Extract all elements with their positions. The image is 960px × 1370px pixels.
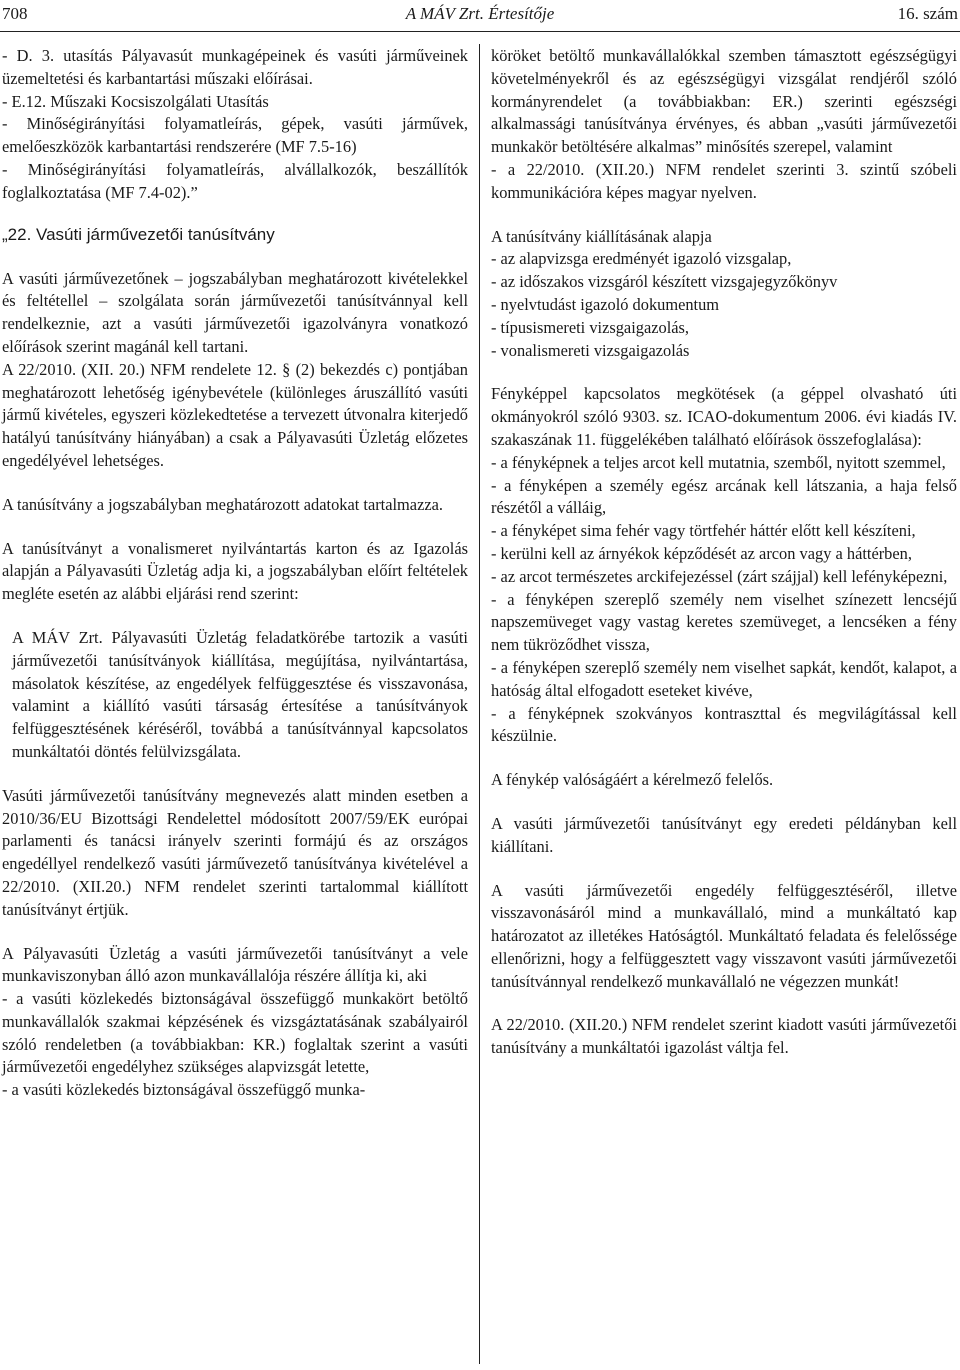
paragraph: - kerülni kell az árnyékok képződését az arcon vagy a háttérben, (491, 543, 912, 563)
journal-title: A MÁV Zrt. Értesítője (405, 4, 555, 23)
paragraph: A tanúsítvány kiállításának alapja (491, 226, 712, 246)
paragraph: - a vasúti közlekedés biztonságával összefüggő munka- (2, 1080, 366, 1100)
paragraph: A fénykép valóságáért a kérelmező felelős. (491, 770, 774, 790)
paragraph: - a fényképnek szokványos kontraszttal és megvilágítással kell készülnie. (491, 703, 957, 746)
paragraph: A Pályavasúti Üzletág a vasúti járművezetői tanúsítványt a vele munkaviszonyban álló azon munkavállаlója részére állítja ki, aki (2, 943, 468, 986)
paragraph: A 22/2010. (XII.20.) NFM rendelet szerint kiadott vasúti járművezetői tanúsítvány a munkáltatói igazolást váltja fel. (491, 1015, 957, 1058)
paragraph: A vasúti járművezetői tanúsítványt egy eredeti példányban kell kiállítani. (491, 813, 957, 856)
paragraph: - a fényképet sima fehér vagy törtfehér háttér előtt kell készíteni, (491, 521, 916, 541)
paragraph: - a fényképen a személy egész arcának kell látszania, a haja felső részétől a válláig, (491, 475, 957, 518)
header-rule (0, 31, 960, 32)
paragraph: köröket betöltő munkavállalókkal szemben támasztott egészségügyi követelményekről és az egészségügyi vizsgálat rendjéről szóló kormányrendelet (a továbbiakban: ER.) szerinti egészségi alkalmassági tanúsítványa érvényes, és abban „vasúti járművezetői munkakör betöltésére alkalmas” minősítés szerepel, valamint (491, 46, 957, 157)
issue-number: 16. szám (897, 4, 958, 23)
paragraph: - az időszakos vizsgáról készített vizsgajegyzőkönyv (491, 272, 838, 292)
right-column (491, 45, 957, 1060)
paragraph: Fényképpel kapcsolatos megkötések (a géppel olvasható úti okmányokról szóló 9303. sz. ICAO-dokumentum 2006. évi kiadás IV. szakaszának 11. függelékében található előírások összefoglalása): (491, 384, 957, 449)
paragraph: A tanúsítványt a vonalismeret nyilvántartás karton és az Igazolás alapján a Pályavasúti Üzletág adja ki, a jogszabályban előírt feltételek megléte esetén az alábbi eljárási rend szerint: (2, 538, 468, 604)
paragraph: A vasúti járművezetői engedély felfüggesztéséről, illetve visszavonásáról mind a munkavállaló, mind a munkáltató kap határozatot az illetékes Hatóságtól. Munkáltató feladata és felelőssége ellenőrizni, hogy a felfüggesztett vagy visszavont vasúti járművezetői tanúsítvánnyal rendelkező munkavállaló ne végezzen munkát! (491, 880, 957, 991)
paragraph: - az arcot természetes arckifejezéssel (zárt szájjal) kell lefényképezni, (491, 566, 948, 586)
paragraph: - a vasúti közlekedés biztonságával összefüggő munkakört betöltő munkavállalók szakmai képzésének és vizsgáztatásának szabályairól szóló rendeletben (a továbbiakban: KR.) foglaltak szerint a vasúti járművezetői engedélyhez szükséges alapvizsgát letette, (2, 989, 468, 1077)
paragraph: - típusismereti vizsgaigazolás, (491, 317, 690, 337)
left-column (2, 45, 468, 1102)
column-divider (479, 44, 480, 1364)
paragraph: - E.12. Műszaki Kocsiszolgálati Utasítás (2, 91, 269, 111)
page-header (0, 0, 960, 28)
paragraph: - vonalismereti vizsgaigazolás (491, 340, 690, 360)
paragraph: A vasúti járművezetőnek – jogszabályban meghatározott kivételekkel és feltétellel – szolgálata során járművezetői tanúsítvánnyal kell rendelkeznie, azt a vasúti járművezetői igazolványra vonatkozó előírások szerint magánál kell tartani. (2, 268, 468, 356)
paragraph: - az alapvizsga eredményét igazoló vizsgalap, (491, 249, 792, 269)
paragraph: A 22/2010. (XII. 20.) NFM rendelete 12. § (2) bekezdés c) pontjában meghatározott lehetőség igénybevétele (különleges áruszállító vasúti jármű kivételes, egyszeri közlekedtetése a tervezett útvonalra kiterjedő hatályú tanúsítvány hiányában) a csak a Pályavasúti Üzletág előzetes engedélyével lehetséges. (2, 359, 468, 470)
paragraph: A MÁV Zrt. Pályavasúti Üzletág feladatkörébe tartozik a vasúti járművezetői tanúsítványok kiállítása, megújítása, nyilvántartása, másolatok készítése, az engedélyek felfüggesztése és visszavonása, valamint a kiállító vasúti társaság értesítése a tanúsítványok felfüggesztésének kéréséről, továbbá a tanúsítvánnyal kapcsolatos munkáltatói döntés felülvizsgálata. (12, 627, 468, 761)
section-heading: „22. Vasúti járművezetői tanúsítvány (2, 224, 275, 244)
paragraph: - D. 3. utasítás Pályavasút munkagépeinek és vasúti járműveinek üzemeltetési és karbantartási műszaki előírásai. (2, 46, 468, 88)
paragraph: - a 22/2010. (XII.20.) NFM rendelet szerinti 3. szintű szóbeli kommunikációra képes magyar nyelven. (491, 159, 957, 202)
page-number: 708 (2, 4, 28, 23)
paragraph: - Minőségirányítási folyamatleírás, gépek, vasúti járművek, emelőeszközök karbantartási rendszerére (MF 7.5-16) (2, 114, 468, 157)
paragraph: A tanúsítvány a jogszabályban meghatározott adatokat tartalmazza. (2, 494, 444, 514)
paragraph: - a fényképen szereplő személy nem viselhet sapkát, kendőt, kalapot, a hatóság által elfogadott eseteket kivéve, (491, 657, 957, 700)
paragraph: - Minőségirányítási folyamatleírás, alvállalkozók, beszállítók foglalkoztatása (MF 7.4-02).” (2, 159, 468, 202)
paragraph: - nyelvtudást igazoló dokumentum (491, 294, 720, 314)
paragraph: - a fényképen szereplő személy nem viselhet színezett lencséjű napszemüveget vagy vastag keretes szemüveget, a lencséken a fény nem tükröződhet vissza, (491, 589, 957, 655)
paragraph: Vasúti járművezetői tanúsítvány megnevezés alatt minden esetben a 2010/36/EU Bizottsági Rendelettel módosított 2007/59/EK európai parlamenti és tanácsi irányelv szerinti formájú és az országos engedéllyel rendelkező vasúti járművezető tanúsítványa kivételével a 22/2010. (XII.20.) NFM rendelet szerinti tartalommal kiállított tanúsítványt értjük. (2, 785, 468, 919)
paragraph: - a fényképnek a teljes arcot kell mutatnia, szemből, nyitott szemmel, (491, 452, 946, 472)
